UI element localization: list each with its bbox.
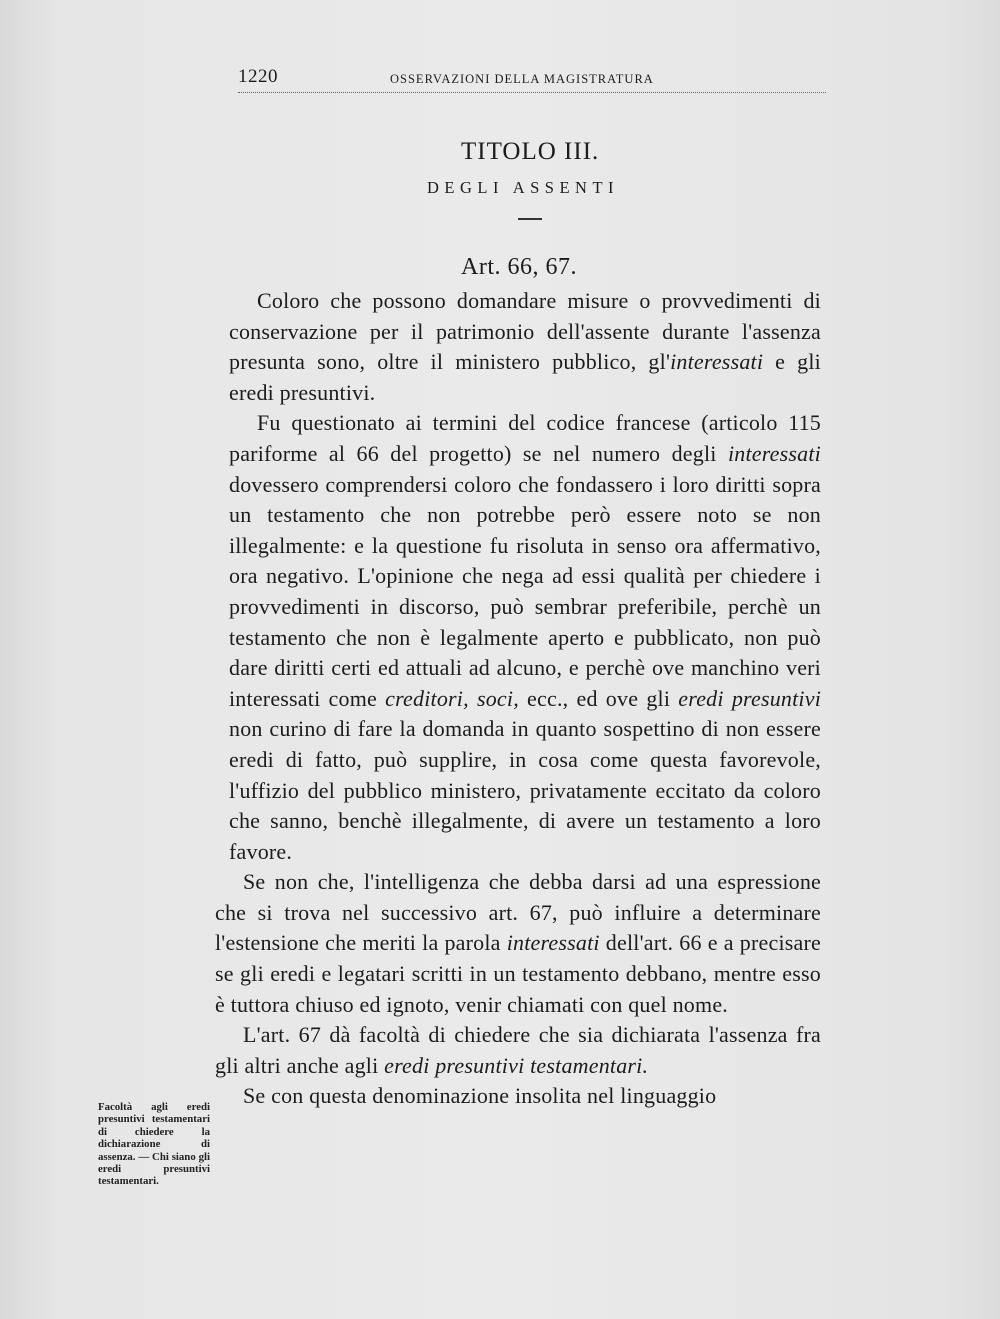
article-heading: Art. 66, 67.	[461, 254, 577, 280]
text-run: Coloro che possono domandare misure o provvedimenti di conservazione per il patrimonio dell'assente durante l'assenza presunta sono, oltre il ministero pubblico, gl'	[229, 288, 821, 375]
text-run: Se non che, l'intelligenza che debba darsi ad una espressione che si trova nel successivo art. 67, può influire a determinare l'estensione che meriti la parola	[215, 869, 821, 956]
italic-run: eredi presuntivi	[678, 685, 822, 711]
chapter-title: TITOLO III.	[461, 138, 600, 165]
italic-run: eredi presuntivi testamentari.	[384, 1052, 649, 1078]
title-rule	[518, 218, 542, 220]
page-number: 1220	[238, 66, 278, 87]
text-run: Se con questa denominazione insolita nel linguaggio	[243, 1083, 717, 1109]
text-run: L'art. 67 dà facoltà di chiedere che sia dichiarata l'assenza fra gli altri anche agli	[215, 1022, 821, 1078]
text-run: non curino di fare la domanda in quanto sospettino di non essere eredi di fatto, può supplire, in cosa come questa favorevole, l'uffizio del pubblico ministero, privatamente eccitato da coloro che sanno, benchè illegalmente, di avere un testamento a loro favore.	[229, 716, 821, 864]
paragraph	[229, 286, 821, 408]
paragraph	[229, 408, 821, 867]
text-run: e gli eredi presuntivi.	[229, 349, 821, 405]
italic-run: interessati	[506, 930, 600, 956]
paragraph	[215, 1081, 821, 1112]
text-run: dovessero comprendersi coloro che fondassero i loro diritti sopra un testamento che non potrebbe però essere noto se non illegalmente: e la questione fu risoluta in senso ora affermativo, ora negativo. L'opinione che nega ad essi qualità per chiedere i provvedimenti in discorso, può sembrar preferibile, perchè un testamento che non è legalmente aperto e pubblicato, non può dare diritti certi ed attuali ad alcuno, e perchè ove manchino veri interessati come	[229, 471, 821, 711]
italic-run: interessati	[727, 440, 821, 466]
running-title: OSSERVAZIONI DELLA MAGISTRATURA	[390, 72, 654, 86]
text-run: Fu questionato ai termini del codice francese (articolo 115 pariforme al 66 del progetto) se nel numero degli	[229, 410, 821, 466]
italic-run: creditori, soci,	[385, 685, 519, 711]
text-run: dell'art. 66 e a precisare se gli eredi e legatari scritti in un testamento debbano, mentre esso è tuttora chiuso ed ignoto, venir chiamati con quel nome.	[215, 930, 821, 1017]
paragraph	[215, 867, 821, 1020]
text-run: ecc., ed ove gli	[518, 685, 679, 711]
paragraph	[215, 1020, 821, 1081]
running-head	[238, 66, 826, 93]
chapter-subtitle: DEGLI ASSENTI	[427, 178, 620, 197]
body-text	[215, 286, 822, 1112]
margin-note: Facoltà agli eredi presuntivi testamentari di chiedere la dichiarazione di assenza. — Chi siano gli eredi presuntivi testamentari.	[98, 1101, 210, 1188]
italic-run: interessati	[670, 349, 764, 375]
